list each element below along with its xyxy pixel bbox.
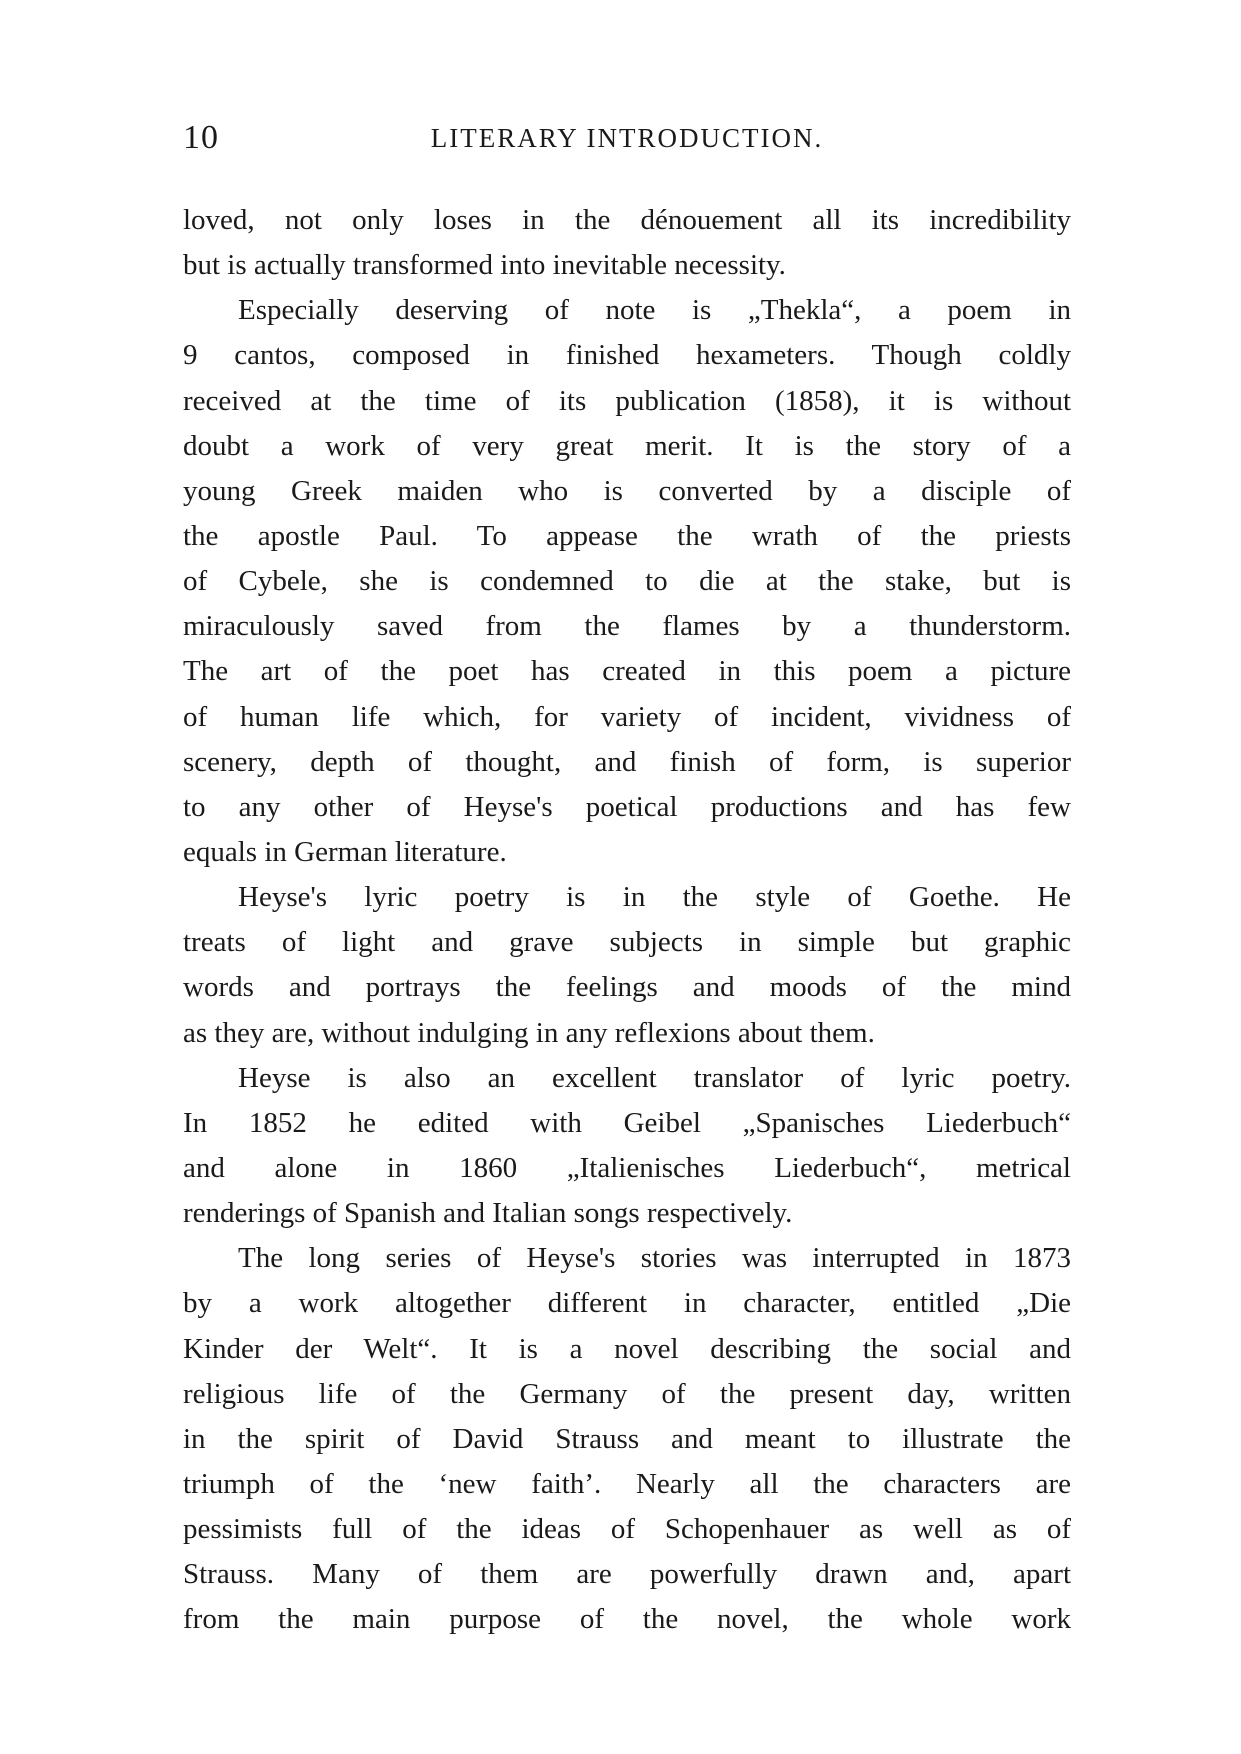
text-line: Heyse is also an excellent translator of lyric poetry. — [238, 1061, 1071, 1094]
text-line: the apostle Paul. To appease the wrath of the priests — [183, 519, 1071, 552]
text-line: received at the time of its publication (1858), it is without — [183, 384, 1071, 417]
text-line: The art of the poet has created in this poem a picture — [183, 655, 1071, 688]
text-line: 9 cantos, composed in finished hexameters. Though coldly — [183, 339, 1071, 372]
running-head: LITERARY INTRODUCTION. — [430, 123, 824, 153]
text-line: to any other of Heyse's poetical productions and has few — [183, 790, 1071, 823]
text-line: doubt a work of very great merit. It is the story of a — [183, 429, 1071, 462]
text-line: The long series of Heyse's stories was interrupted in 1873 — [238, 1242, 1071, 1275]
text-line: scenery, depth of thought, and finish of form, is superior — [183, 745, 1071, 778]
text-line: but is actually transformed into inevitable necessity. — [183, 249, 786, 282]
text-line: of human life which, for variety of incident, vividness of — [183, 700, 1071, 733]
text-line: equals in German literature. — [183, 835, 507, 868]
body-text — [183, 198, 1071, 1643]
text-line: Especially deserving of note is „Thekla“, a poem in — [238, 294, 1071, 327]
text-line: as they are, without indulging in any reflexions about them. — [183, 1016, 875, 1049]
text-line: Kinder der Welt“. It is a novel describing the social and — [183, 1332, 1071, 1365]
text-line: Heyse's lyric poetry is in the style of Goethe. He — [238, 881, 1071, 914]
text-line: Strauss. Many of them are powerfully drawn and, apart — [183, 1558, 1071, 1591]
text-line: triumph of the ‘new faith’. Nearly all the characters are — [183, 1467, 1071, 1500]
text-line: renderings of Spanish and Italian songs respectively. — [183, 1197, 793, 1230]
text-line: pessimists full of the ideas of Schopenhauer as well as of — [183, 1513, 1071, 1546]
text-line: of Cybele, she is condemned to die at the stake, but is — [183, 565, 1071, 598]
text-line: from the main purpose of the novel, the whole work — [183, 1603, 1071, 1636]
text-line: In 1852 he edited with Geibel „Spanisches Liederbuch“ — [183, 1106, 1071, 1139]
text-line: loved, not only loses in the dénouement all its incredibility — [183, 204, 1071, 236]
text-line: miraculously saved from the flames by a thunderstorm. — [183, 610, 1071, 643]
text-line: in the spirit of David Strauss and meant to illustrate the — [183, 1422, 1071, 1455]
text-line: words and portrays the feelings and moods of the mind — [183, 971, 1071, 1004]
text-line: young Greek maiden who is converted by a disciple of — [183, 474, 1071, 507]
text-line: religious life of the Germany of the present day, written — [183, 1377, 1071, 1410]
text-line: and alone in 1860 „Italienisches Liederbuch“, metrical — [183, 1151, 1071, 1184]
text-line: by a work altogether different in character, entitled „Die — [183, 1287, 1071, 1320]
text-line: treats of light and grave subjects in simple but graphic — [183, 926, 1071, 959]
page-number: 10 — [183, 119, 219, 156]
page-header — [183, 118, 1071, 158]
